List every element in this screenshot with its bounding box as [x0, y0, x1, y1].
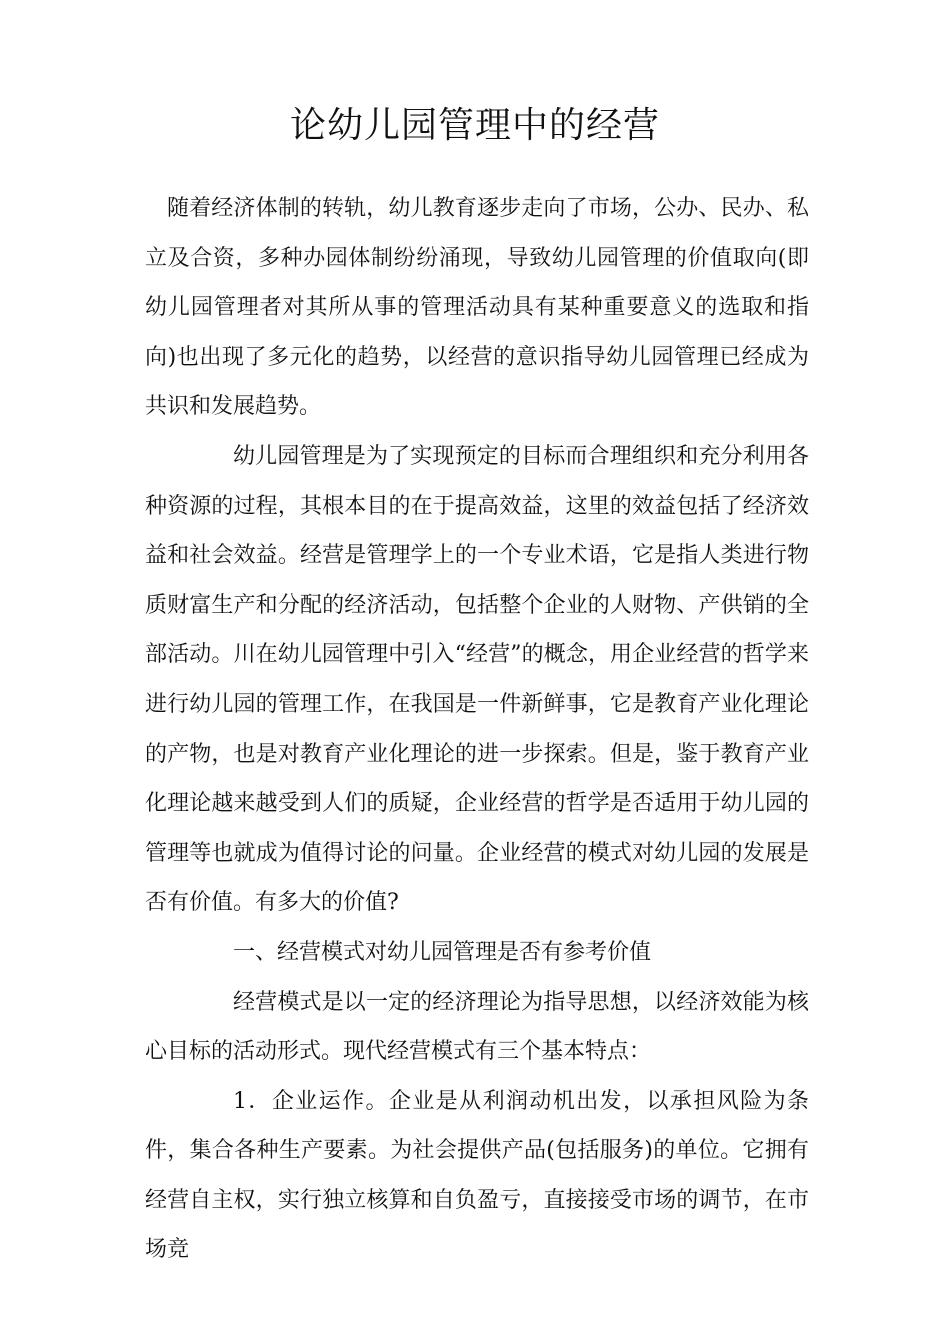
- section-heading: 一、经营模式对幼儿园管理是否有参考价值: [233, 939, 652, 965]
- paragraph-management: 幼儿园管理是为了实现预定的目标而合理组织和充分利用各种资源的过程，其根本目的在于提高效益，这里的效益包括了经济效益和社会效益。经营是管理学上的一个专业术语，它是指人类进行物质财富生产和分配的经济活动，包括整个企业的人财物、产供销的全部活动。川在幼儿园管理中引入“经营”的概念，用企业经营的哲学来进行幼儿园的管理工作，在我国是一件新鲜事，它是教育产业化理论的产物，也是对教育产业化理论的进一步探索。但是，鉴于教育产业化理论越来越受到人们的质疑，企业经营的哲学是否适用于幼儿园的管理等也就成为值得讨论的问量。企业经营的模式对幼儿园的发展是否有价值。有多大的价值?: [145, 443, 809, 916]
- paragraph-business-model: 经营模式是以一定的经济理论为指导思想，以经济效能为核心目标的活动形式。现代经营模式有三个基本特点：: [145, 989, 809, 1065]
- paragraph-enterprise-operation: 1．企业运作。企业是从利润动机出发，以承担风险为条件，集合各种生产要素。为社会提供产品(包括服务)的单位。它拥有经营自主权，实行独立核算和自负盈亏，直接接受市场的调节，在市场竞: [145, 1088, 809, 1263]
- document-body: [145, 184, 809, 1275]
- document-title: 论幼儿园管理中的经营: [289, 105, 660, 146]
- paragraph-intro: 随着经济体制的转轨，幼儿教育逐步走向了市场，公办、民办、私立及合资，多种办园体制纷纷涌现，导致幼儿园管理的价值取向(即幼儿园管理者对其所从事的管理活动具有某种重要意义的选取和指向)也出现了多元化的趋势，以经营的意识指导幼儿园管理已经成为共识和发展趋势。: [145, 196, 809, 420]
